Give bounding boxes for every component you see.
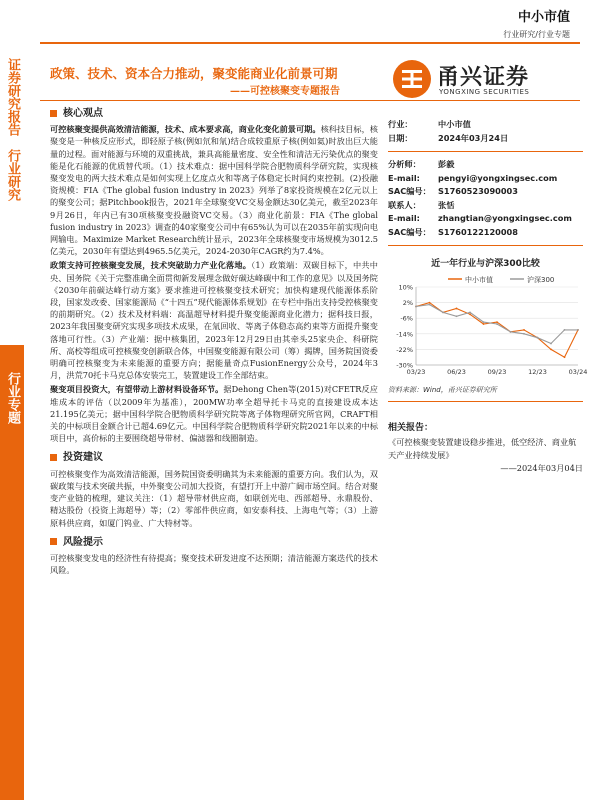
core-p3-body: 据Dehong Chen等(2015)对CFETR反应堆成本的评估（以2009年为基准），200MW功率全超导托卡马克的直接建设成本达21.195亿美元；据中国科学院合肥物质科学研究院等离子体物理研究所官网，CRAFT相关的中标项目金额合计已超4.69亿元。中国科学院合肥物质科学研究院2021年以来的中标项目中，高价标的主要围绕超导带材、偏滤器和线圈制造。 [50,384,378,444]
core-p2-lead: 政策支持可控核聚变发展，技术突破助力产业化落地。 [50,260,252,271]
email-1-value[interactable]: pengyi@yongxingsec.com [438,172,558,183]
logo-english: YONGXING SECURITIES [439,88,530,96]
section-core-title: 核心观点 [63,108,103,119]
x-tick-label: 12/23 [528,368,547,376]
related-divider [388,401,583,402]
performance-chart [388,273,588,383]
invest-paragraph: 可控核聚变作为高效清洁能源，国务院国资委明确其为未来能源的重要方向。我们认为，双碳政策与技术突破共振，中外聚变公司加大投资，有望打开上中游广阔市场空间。结合对聚变产业链的梳理，建议关注：（1）超导带材供应商，如联创光电、西部超导、永鼎股份、精达股份（投资上海超导）等；（2）零部件供应商，如安泰科技、上海电气等；（3）上游原料供应商，如厦门钨业、广大特材等。 [50,468,378,528]
data-point [496,321,498,323]
header-divider [40,42,580,44]
contact-label: 联系人： [388,199,421,210]
core-paragraph-1 [50,123,378,257]
data-point [523,333,525,335]
company-logo [393,60,563,100]
data-point [429,302,431,304]
chart-svg [388,273,588,383]
y-tick-label: 2% [402,299,413,308]
section-risk-title: 风险提示 [63,536,103,548]
info-industry [388,118,583,132]
x-tick-label: 09/23 [487,368,507,376]
info-email-2 [388,212,583,226]
contact-value: 张恬 [438,199,455,210]
logo-emblem-icon [393,60,431,98]
section-invest-title: 投资建议 [63,452,103,464]
chart-title: 近一年行业与沪深300比较 [431,259,540,269]
related-report-date: ——2024年03月04日 [500,463,583,473]
info-sac-1 [388,185,583,199]
date-value: 2024年03月24日 [438,132,509,143]
report-title: 政策、技术、资本合力推动，聚变能商业化前景可期 [50,66,338,81]
data-point [429,304,431,306]
data-point [415,306,417,308]
section-risk-heading [50,537,378,549]
industry-label: 行业： [388,119,413,129]
core-paragraph-3 [50,383,378,444]
logo-mark-icon [393,60,431,98]
y-tick-label: -22% [396,345,413,354]
analyst-label: 分析师： [388,159,421,169]
info-divider [388,151,583,152]
related-report-title[interactable]: 《可控核聚变装置建设稳步推进，低空经济、商业航天产业持续发展》 [388,437,577,460]
bullet-square-icon [50,538,57,545]
data-point [456,315,458,317]
risk-paragraph: 可控核聚变发电的经济性有待提高；聚变技术研发进度不达预期；清洁能源方案迭代的技术风险。 [50,552,378,576]
logo-name: 甬兴证券 [437,65,530,90]
data-point [550,343,552,345]
sac-2-label: SAC编号： [388,226,431,237]
main-content [50,108,378,578]
header-subcategory: 行业研究/行业专题 [503,30,570,39]
data-point [510,331,512,333]
email-2-label: E-mail: [388,213,420,223]
sac-2-value: S1760122120008 [438,226,518,237]
y-tick-label: 10% [398,283,413,292]
data-point [456,308,458,310]
sac-1-label: SAC编号： [388,186,431,196]
sidebar [0,0,24,800]
data-point [442,311,444,313]
x-tick-label: 03/23 [406,368,426,376]
related-report [388,436,583,475]
sidebar-report-type: 证券研究报告 行业研究 [5,58,20,201]
info-email-1 [388,172,583,186]
data-point [469,313,471,315]
report-subtitle: ——可控核聚变专题报告 [230,86,340,97]
data-point [483,323,485,325]
data-point [483,321,485,323]
sidebar-report-subtype: 行业专题 [5,372,20,424]
email-1-label: E-mail: [388,172,420,183]
industry-value: 中小市值 [438,119,471,129]
info-panel [388,118,588,475]
section-core-heading [50,108,378,120]
legend-label: 沪深300 [527,276,555,284]
x-tick-label: 06/23 [447,368,466,376]
data-point [564,329,566,331]
y-tick-label: -6% [400,314,413,323]
x-tick-label: 03/24 [568,368,588,376]
data-point [577,329,579,331]
title-divider [40,100,580,101]
page-header [503,6,570,40]
data-point [550,349,552,351]
data-point [523,329,525,331]
bullet-square-icon [50,110,57,117]
core-p3-lead: 聚变项目投资大，有望带动上游材料设备环节。 [50,384,224,395]
data-point [537,337,539,339]
info-analyst [388,158,583,172]
sac-1-value: S1760523090003 [438,186,518,196]
core-paragraph-2 [50,259,378,381]
y-tick-label: -14% [396,330,413,339]
chart-divider [388,245,583,246]
legend-label: 中小市值 [465,276,493,284]
info-contact [388,199,583,213]
date-label: 日期： [388,132,413,143]
email-2-value[interactable]: zhangtian@yongxingsec.com [438,213,572,223]
related-heading: 相关报告： [388,423,434,433]
core-p2-body: （1）政策端：双碳目标下，中共中央、国务院《关于完整准确全面贯彻新发展理念做好碳达峰碳中和工作的意见》以及国务院《2030年前碳达峰行动方案》要求推进可控核聚变技术研究；加快构建现代能源体系阶段，国家发改委、国家能源局《“十四五”现代能源体系规划》在专栏中指出支持受控核聚变的前期研究。（2）技术及材料端：高温超导材料提升聚变能源商业化潜力；据科技日报，2023年我国聚变研究实现多项技术成果，在氚回收、等离子体稳态高约束等方面提升聚变落地可行性。（3）产业端：据中核集团，2023年12月29日由其牵头25家央企、科研院所、高校等组成可控核聚变创新联合体，中国聚变能源有限公司（筹）揭牌，国务院国资委明确可控核聚变为未来能源的重要方向；据能量奇点FusionEnergy公众号，2024年3月，洪荒70托卡马克总体安装完工，装置建设工作全部结束。 [50,260,378,381]
data-point [469,311,471,313]
section-invest-heading [50,452,378,464]
chart-source: 资料来源：Wind，甬兴证券研究所 [388,386,497,394]
y-tick-label: -30% [396,361,413,370]
data-point [564,356,566,358]
core-p1-body: 核科技目标，核聚变是一种核反应形式，即轻原子核(例如氘和氚)结合成较重原子核(例如氦)时放出巨大能量的过程。面对能源与环境的双重挑战，兼具高能量密度、安全性和清洁无污染优点的聚变能是化石能源的优质替代项。（1）技术难点：据中国科学院合肥物质科学研究院，实现核聚变发电的两大技术难点是如何实现上亿度点火和等离子体稳定长时间约束控制。(2)投融资规模：FIA《The global fusion industry in 2023》列举了8家投资规模在2亿元以上的聚变公司；据Pitchbook报告，2021年全球聚变VC交易金额达30亿美元，截至2023年9月26日，年内已有30项核聚变投融资VC交易。（3）商业化前景：FIA《The global fusion industry in 2023》调查的40家聚变公司中有65%认为可以在2035年前实现向电网输电。Maximize Market Research统计显示，2023年全球核聚变市场规模为3012.5亿美元，2030年有望达到4965.5亿美元，2024-2030年CAGR约为7.4%。 [50,124,378,257]
core-p1-lead: 可控核聚变提供高效清洁能源，技术、成本要求高，商业化变化前景可期。 [50,124,321,135]
analyst-value: 彭毅 [438,159,455,169]
info-date [388,132,583,146]
data-point [496,323,498,325]
header-category: 中小市值 [517,10,570,25]
bullet-square-icon [50,454,57,461]
info-sac-2 [388,226,583,240]
